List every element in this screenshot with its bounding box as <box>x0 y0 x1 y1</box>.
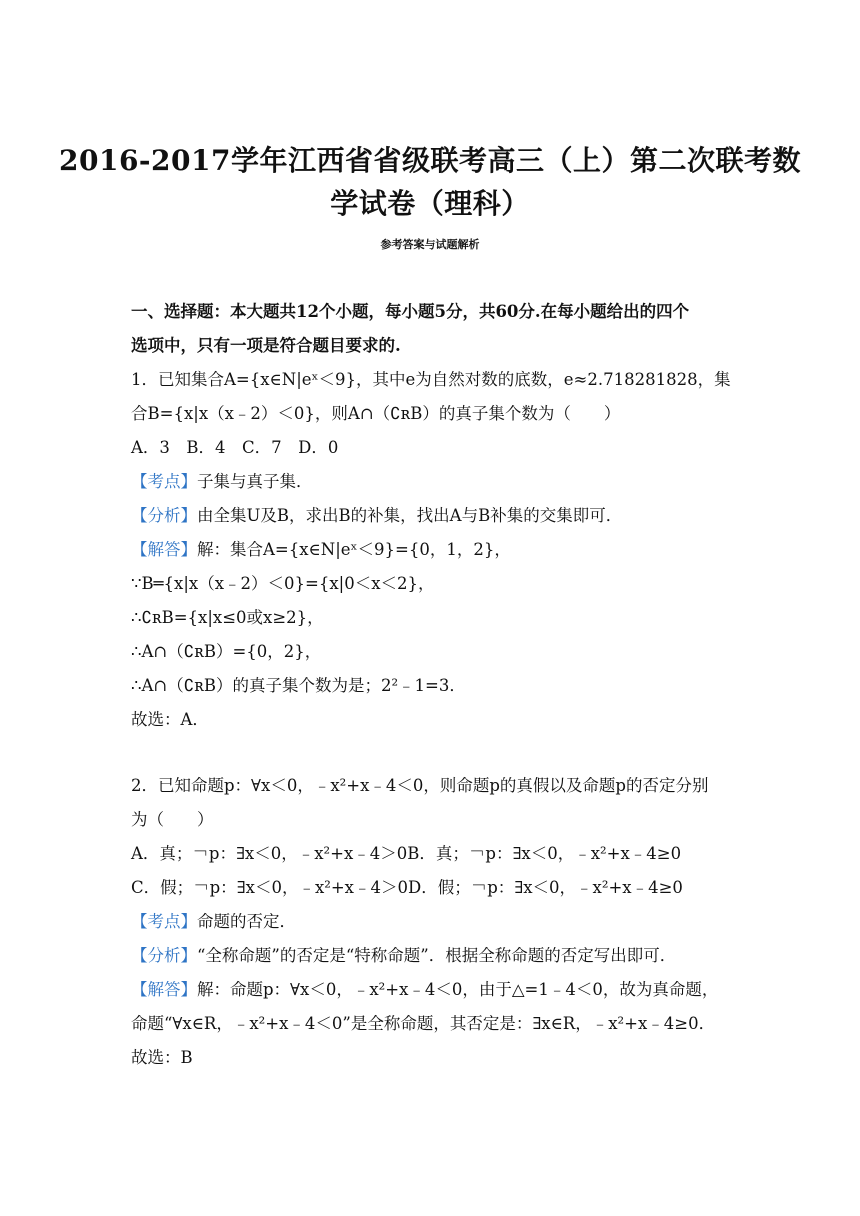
q1-jieda-tag: 【解答】 <box>131 540 197 559</box>
q1-kaodian <box>131 470 731 494</box>
document-title-line-1: 2016-2017学年江西省省级联考高三（上）第二次联考数 <box>59 144 801 177</box>
q1-kaodian-text: 子集与真子集． <box>197 472 313 491</box>
q2-jieda-tag: 【解答】 <box>131 980 197 999</box>
q1-step-4: ∴A∩（∁ʀB）的真子集个数为是；2²﹣1=3． <box>131 676 466 695</box>
q2-fenxi <box>131 944 731 968</box>
q1-kaodian-tag: 【考点】 <box>131 472 197 491</box>
q1-jieda <box>131 538 731 562</box>
q1-fenxi-text: 由全集U及B，求出B的补集，找出A与B补集的交集即可． <box>197 506 623 525</box>
q2-kaodian-tag: 【考点】 <box>131 912 197 931</box>
q2-kaodian-text: 命题的否定． <box>197 912 296 931</box>
q2-fenxi-text: “全称命题”的否定是“特称命题”．根据全称命题的否定写出即可． <box>197 946 677 965</box>
q1-stem-line-2: 合B={x|x（x﹣2）＜0}，则A∩（∁ʀB）的真子集个数为（ ） <box>131 404 621 423</box>
q1-options: A．3 B．4 C．7 D．0 <box>131 438 339 457</box>
q1-stem-line-1: 1．已知集合A={x∈N|eˣ＜9}，其中e为自然对数的底数，e≈2.718281828，集 <box>131 370 731 389</box>
q1-step-1: ∵B═{x|x（x﹣2）＜0}={x|0＜x＜2}， <box>131 574 435 593</box>
q2-options-cd: C．假；￢p：∃x＜0，﹣x²+x﹣4＞0D．假；￢p：∃x＜0，﹣x²+x﹣4≥0 <box>131 878 683 897</box>
q1-choice: 故选：A． <box>131 710 209 729</box>
q1-step-3: ∴A∩（∁ʀB）={0，2}， <box>131 642 322 661</box>
q2-options-ab: A．真；￢p：∃x＜0，﹣x²+x﹣4＞0B．真；￢p：∃x＜0，﹣x²+x﹣4≥0 <box>131 844 682 863</box>
q2-choice: 故选：B <box>131 1048 193 1067</box>
document-subtitle: 参考答案与试题解析 <box>380 238 480 251</box>
q1-jieda-text: 解：集合A={x∈N|eˣ＜9}={0，1，2}， <box>197 540 511 559</box>
q2-kaodian <box>131 910 731 934</box>
q2-stem-line-1: 2．已知命题p：∀x＜0，﹣x²+x﹣4＜0，则命题p的真假以及命题p的否定分别 <box>131 776 709 795</box>
q2-stem-line-2: 为（ ） <box>131 810 214 829</box>
q2-fenxi-tag: 【分析】 <box>131 946 197 965</box>
q2-step-1: 命题“∀x∈R，﹣x²+x﹣4＜0”是全称命题，其否定是：∃x∈R，﹣x²+x﹣4≥0． <box>131 1014 716 1033</box>
q1-fenxi-tag: 【分析】 <box>131 506 197 525</box>
section-heading-line-2: 选项中，只有一项是符合题目要求的. <box>131 336 401 355</box>
q2-jieda-text: 解：命题p：∀x＜0，﹣x²+x﹣4＜0，由于△=1﹣4＜0，故为真命题， <box>197 980 719 999</box>
q2-jieda <box>131 978 731 1002</box>
q1-step-2: ∴∁ʀB={x|x≤0或x≥2}， <box>131 608 324 627</box>
section-heading-line-1: 一、选择题：本大题共12个小题，每小题5分，共60分.在每小题给出的四个 <box>131 302 690 321</box>
q1-fenxi <box>131 504 731 528</box>
document-title-line-2: 学试卷（理科） <box>330 187 530 220</box>
